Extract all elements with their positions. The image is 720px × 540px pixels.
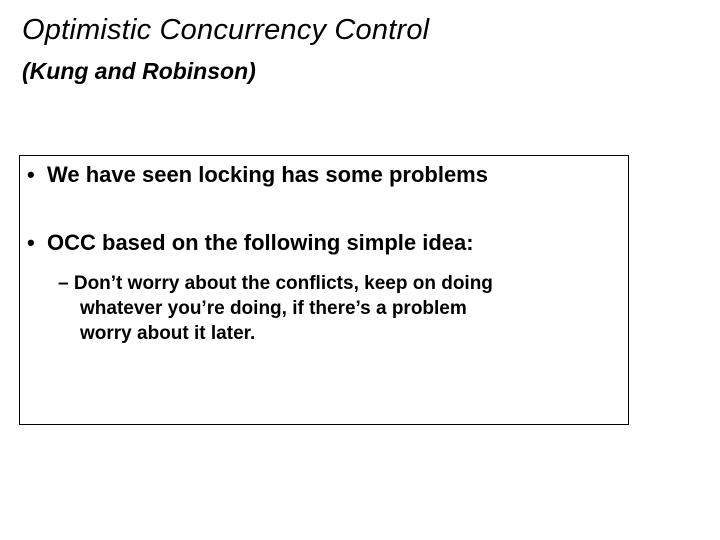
bullet-dot: • <box>27 162 35 187</box>
slide-title: Optimistic Concurrency Control <box>22 14 430 46</box>
content-box <box>19 155 629 425</box>
sub-bullet-line: – Don’t worry about the conflicts, keep on doing <box>58 273 493 294</box>
bullet-text: We have seen locking has some problems <box>47 162 488 187</box>
bullet-text: OCC based on the following simple idea: <box>47 230 474 255</box>
sub-bullet-line: worry about it later. <box>80 323 256 344</box>
bullet-dot: • <box>27 230 35 255</box>
slide-subtitle: (Kung and Robinson) <box>22 58 256 84</box>
bullet-item <box>27 230 474 256</box>
sub-bullet <box>58 271 618 346</box>
bullet-item <box>27 162 488 188</box>
sub-bullet-line: whatever you’re doing, if there’s a problem <box>80 298 467 319</box>
